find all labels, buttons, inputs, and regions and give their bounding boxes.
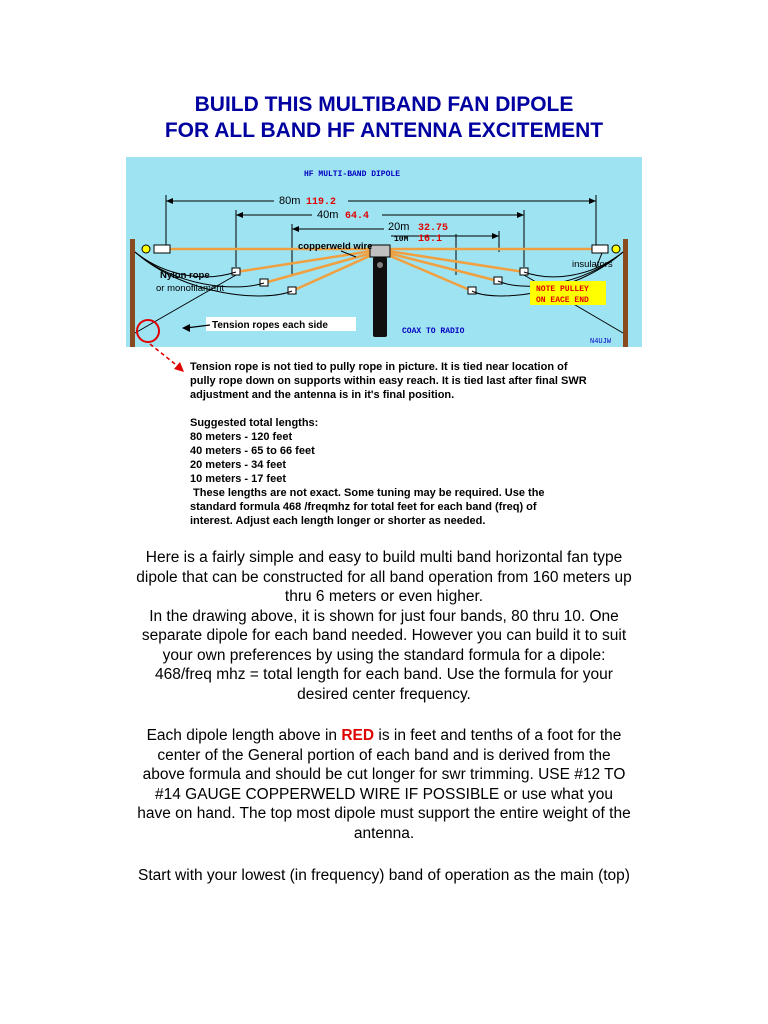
body-line: Start with your lowest (in frequency) band of operation as the main (top) [138,867,630,884]
body-line: In the drawing above, it is shown for just four bands, 80 thru 10. One [149,607,619,625]
text-span: Each dipole length above in [146,727,342,744]
right-pole [623,239,628,347]
note-line: adjustment and the antenna is in it's final position. [190,389,455,401]
pulley-note-2: ON EACE END [536,296,589,305]
body-line: Here is a fairly simple and easy to build multi band horizontal fan type [145,549,623,566]
nylon-label-1: Nylon rope [160,270,210,281]
left-pole [130,239,135,347]
body-line: 468/freq mhz = total length for each band. Use the formula for your [155,666,613,683]
tension-label: Tension ropes each side [212,320,328,331]
length-80: 80 meters - 120 feet [190,431,293,443]
length-20: 20 meters - 34 feet [190,459,286,471]
tension-notes [190,360,610,528]
insulators-label: insulators [572,259,613,270]
note-line: pully rope down on supports within easy reach. It is tied last after final SWR [190,375,587,387]
length-10: 10 meters - 17 feet [190,473,286,485]
callsign: N4UJW [590,338,612,346]
text-span: is in feet and tenths of a foot for the [374,727,622,744]
length-40: 40 meters - 65 to 66 feet [190,445,315,457]
red-arrow-icon [140,334,190,378]
body-line: your own preferences by using the standard formula for a dipole: [162,646,606,664]
body-line: have on hand. The top most dipole must support the entire weight of the [137,805,631,822]
paragraph-2 [108,726,660,843]
paragraph-1 [108,548,660,704]
body-line: antenna. [353,824,415,842]
length-10m: 16.1 [418,234,443,245]
label-10m: 10M [394,235,409,244]
coax-label: COAX TO RADIO [402,327,465,336]
pulley-note-1: NOTE PULLEY [536,285,589,294]
length-80m: 119.2 [306,197,337,208]
body-line [108,726,660,746]
body-line: above formula and should be cut longer for swr trimming. USE #12 TO [142,766,626,783]
label-40m: 40m [317,209,339,221]
title-line-2: FOR ALL BAND HF ANTENNA EXCITEMENT [164,119,604,142]
copperweld-label: copperweld wire [298,241,373,252]
body-line: dipole that can be constructed for all band operation from 160 meters up [136,568,632,586]
note-line: interest. Adjust each length longer or shorter as needed. [190,515,486,527]
label-20m: 20m [388,221,410,233]
body-line: #14 GAUGE COPPERWELD WIRE IF POSSIBLE or use what you [155,785,613,803]
length-40m: 64.4 [345,211,370,222]
note-line: Tension rope is not tied to pully rope in picture. It is tied near location of [190,361,568,373]
note-line: These lengths are not exact. Some tuning may be required. Use the [190,487,545,499]
body-line: center of the General portion of each band and is derived from the [157,746,611,764]
antenna-diagram [126,157,642,347]
paragraph-3 [108,866,660,886]
note-line: standard formula 468 /freqmhz for total feet for each band (freq) of [190,501,537,513]
body-line: separate dipole for each band needed. However you can build it to suit [141,627,627,644]
body-line: thru 6 meters or even higher. [284,588,484,605]
label-80m: 80m [279,195,301,207]
suggested-heading: Suggested total lengths: [190,417,319,429]
page-title [0,92,768,144]
diagram-heading: HF MULTI-BAND DIPOLE [303,170,401,179]
coax-cable [373,257,387,337]
title-line-1: BUILD THIS MULTIBAND FAN DIPOLE [194,93,574,116]
length-20m: 32.75 [418,223,449,234]
nylon-label-2: or monofilament [156,283,225,294]
red-highlight: RED [341,727,375,744]
body-line: desired center frequency. [297,685,471,703]
